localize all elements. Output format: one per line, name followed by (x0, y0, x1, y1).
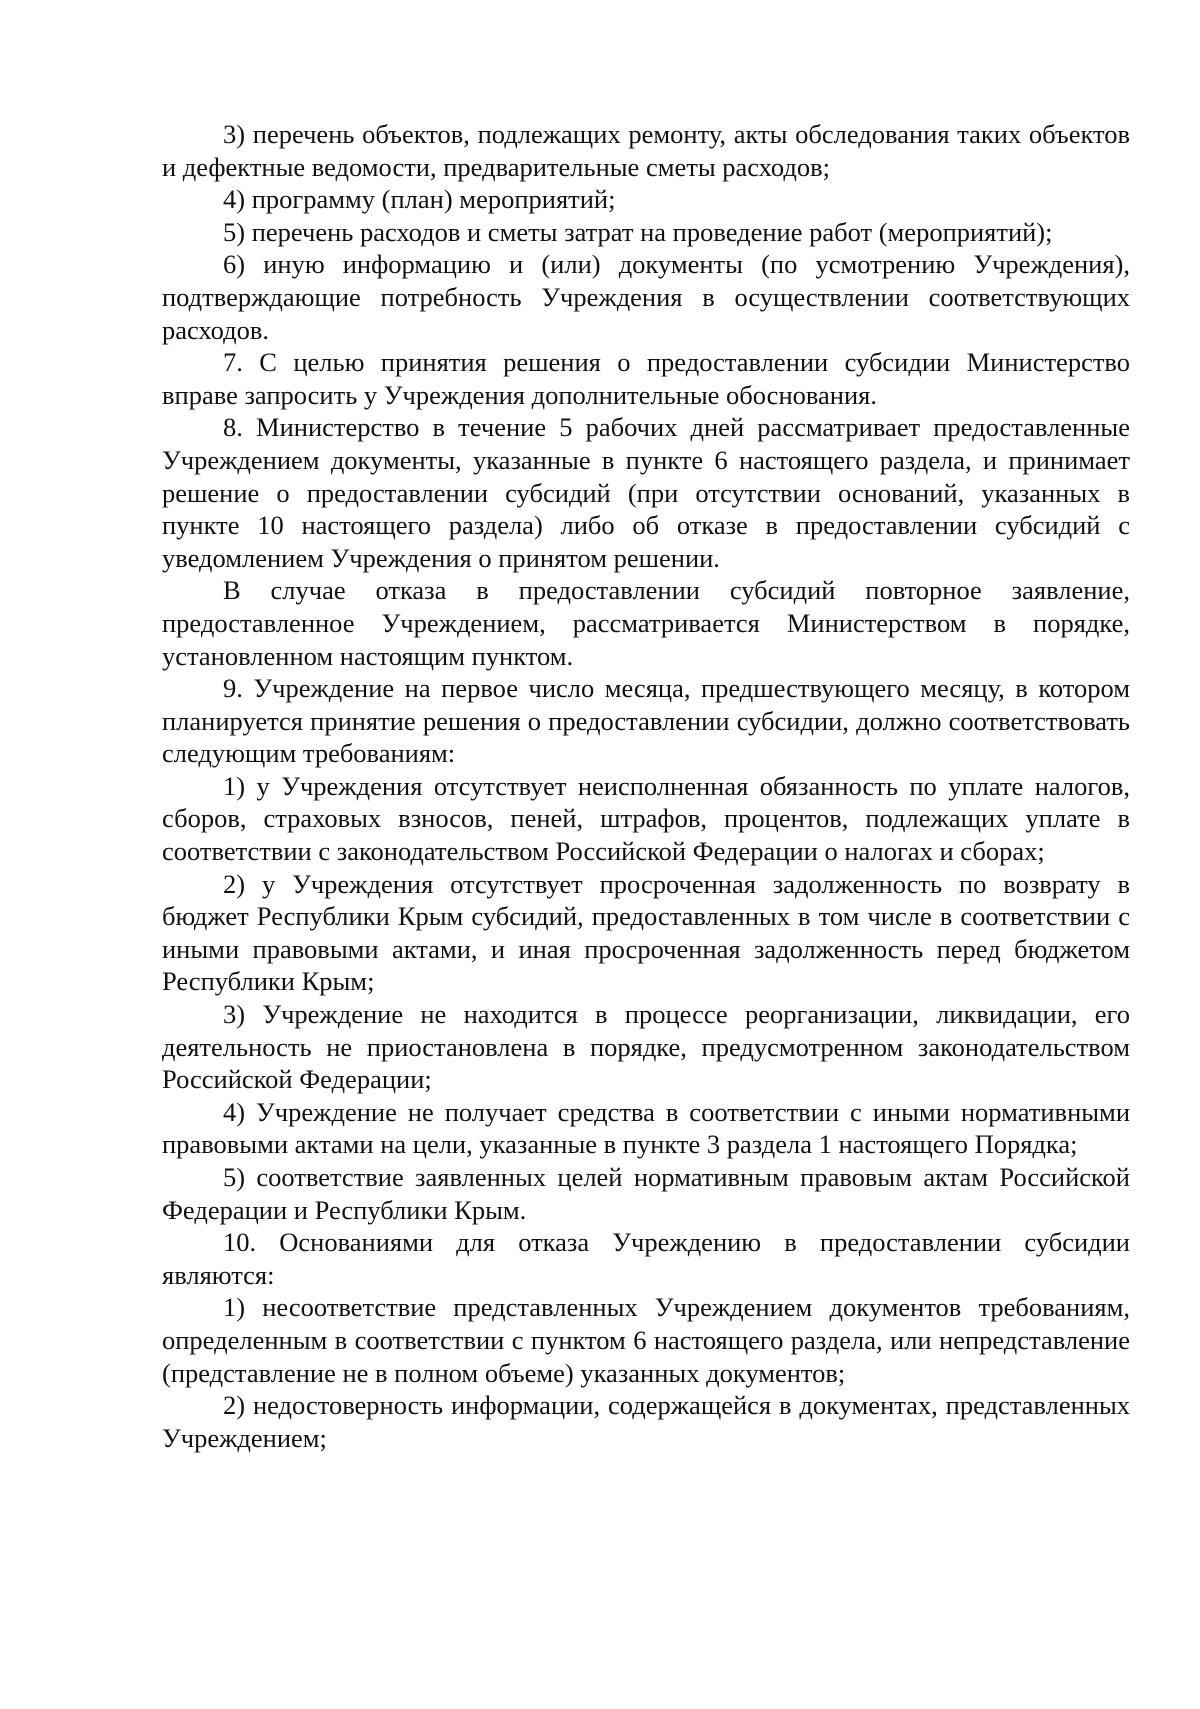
list-item: 5) соответствие заявленных целей нормативным правовым актам Российской Федерации и Республики Крым. (162, 1162, 1130, 1225)
list-item: 1) несоответствие представленных Учреждением документов требованиям, определенным в соответствии с пунктом 6 настоящего раздела, или непредставление (представление не в полном объеме) указанных документов; (162, 1292, 1130, 1388)
clause-7: 7. С целью принятия решения о предоставлении субсидии Министерство вправе запросить у Учреждения дополнительные обоснования. (162, 347, 1130, 410)
list-item: 4) программу (план) мероприятий; (223, 184, 616, 215)
list-item: 5) перечень расходов и сметы затрат на проведение работ (мероприятий); (223, 216, 1053, 247)
clause-10: 10. Основаниями для отказа Учреждению в предоставлении субсидии являются: (162, 1227, 1130, 1290)
list-item: 4) Учреждение не получает средства в соответствии с иными нормативными правовыми актами на цели, указанные в пункте 3 раздела 1 настоящего Порядка; (162, 1096, 1130, 1160)
clause-9: 9. Учреждение на первое число месяца, предшествующего месяцу, в котором планируется принятие решения о предоставлении субсидии, должно соответствовать следующим требованиям: (162, 673, 1130, 769)
clause-8-continuation: В случае отказа в предоставлении субсидий повторное заявление, предоставленное Учреждением, рассматривается Министерством в порядке, установленном настоящим пунктом. (162, 575, 1130, 671)
list-item: 6) иную информацию и (или) документы (по усмотрению Учреждения), подтверждающие потребность Учреждения в осуществлении соответствующих расходов. (162, 249, 1130, 345)
document-body (162, 118, 1130, 1454)
list-item: 3) Учреждение не находится в процессе реорганизации, ликвидации, его деятельность не приостановлена в порядке, предусмотренном законодательством Российской Федерации; (162, 999, 1130, 1095)
list-item: 2) у Учреждения отсутствует просроченная задолженность по возврату в бюджет Республики Крым субсидий, предоставленных в том числе в соответствии с иными правовыми актами, и иная просроченная задолженность перед бюджетом Республики Крым; (162, 868, 1130, 997)
list-item: 3) перечень объектов, подлежащих ремонту, акты обследования таких объектов и дефектные ведомости, предварительные сметы расходов; (162, 119, 1130, 182)
list-item: 2) недостоверность информации, содержащейся в документах, представленных Учреждением; (162, 1390, 1130, 1453)
clause-8: 8. Министерство в течение 5 рабочих дней рассматривает предоставленные Учреждением документы, указанные в пункте 6 настоящего раздела, и принимает решение о предоставлении субсидий (при отсутствии оснований, указанных в пункте 10 настоящего раздела) либо об отказе в предоставлении субсидий с уведомлением Учреждения о принятом решении. (162, 412, 1130, 573)
list-item: 1) у Учреждения отсутствует неисполненная обязанность по уплате налогов, сборов, страховых взносов, пеней, штрафов, процентов, подлежащих уплате в соответствии с законодательством Российской Федерации о налогах и сборах; (162, 770, 1130, 867)
